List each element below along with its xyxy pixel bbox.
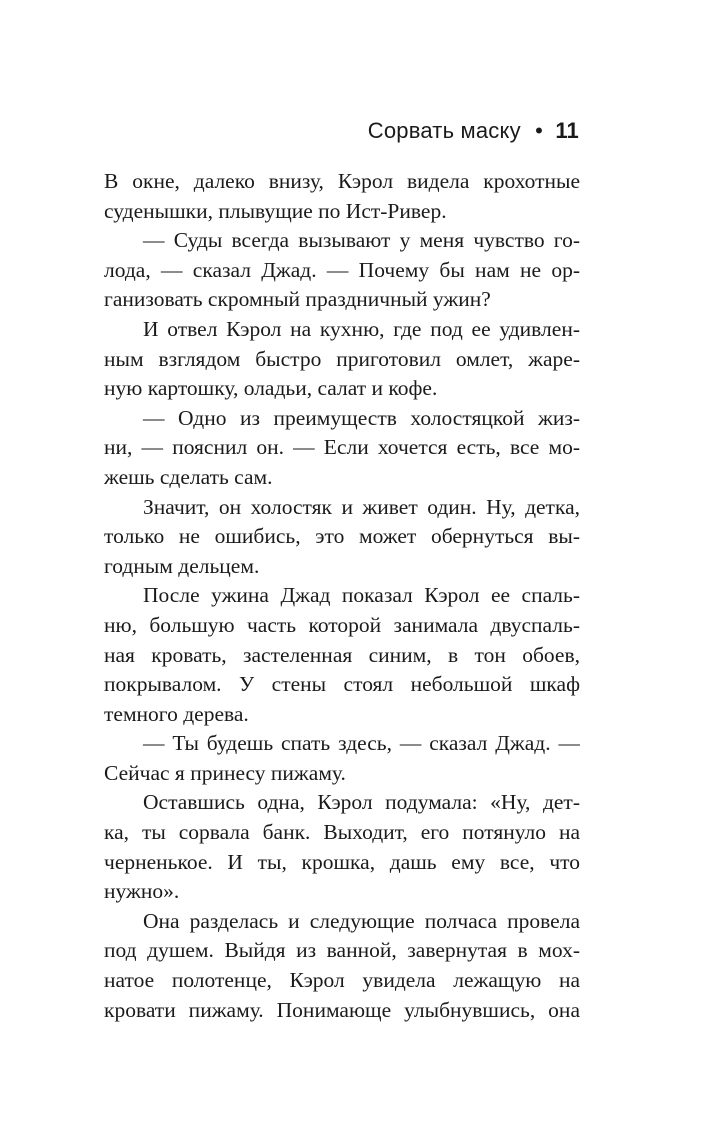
- text-line: В окне, далеко внизу, Кэрол видела крохотные: [104, 169, 580, 193]
- text-line: И отвел Кэрол на кухню, где под ее удивлен-: [143, 316, 580, 341]
- book-title: Сорвать маску: [367, 118, 521, 143]
- text-line: — Ты будешь спать здесь, — сказал Джад. —: [143, 731, 580, 756]
- text-line: ная кровать, застеленная синим, в тон обоев,: [104, 642, 580, 667]
- text-line: жешь сделать сам.: [104, 464, 273, 489]
- text-line: — Суды всегда вызывают у меня чувство го-: [143, 228, 580, 253]
- text-line: ню, большую часть которой занимала двуспаль-: [104, 612, 580, 637]
- header-bullet: •: [535, 118, 544, 143]
- text-line: ка, ты сорвала банк. Выходит, его потянуло на: [104, 820, 580, 845]
- text-line: годным дельцем.: [104, 553, 260, 578]
- text-line: Значит, он холостяк и живет один. Ну, детка,: [143, 494, 580, 519]
- text-line: ганизовать скромный праздничный ужин?: [104, 287, 491, 312]
- text-line: ным взглядом быстро приготовил омлет, жаре-: [104, 346, 580, 371]
- text-line: лода, — сказал Джад. — Почему бы нам не ор-: [104, 257, 580, 282]
- text-line: черненькое. И ты, крошка, дашь ему все, что: [104, 849, 580, 874]
- text-line: только не ошибись, это может обернуться вы-: [104, 524, 580, 549]
- body-text: [104, 167, 580, 1025]
- text-line: темного дерева.: [104, 701, 249, 726]
- text-line: под душем. Выйдя из ванной, завернутая в мох-: [104, 938, 580, 963]
- text-line: — Одно из преимуществ холостяцкой жиз-: [143, 405, 580, 430]
- page-number: 11: [555, 118, 579, 143]
- running-header: [368, 118, 579, 144]
- text-line: кровати пижаму. Понимающе улыбнувшись, она: [104, 997, 580, 1022]
- text-line: нужно».: [104, 879, 180, 904]
- text-line: Сейчас я принесу пижаму.: [104, 760, 346, 785]
- text-line: Она разделась и следующие полчаса провела: [143, 908, 580, 933]
- text-line: натое полотенце, Кэрол увидела лежащую на: [104, 968, 580, 993]
- text-line: ни, — пояснил он. — Если хочется есть, все мо-: [104, 435, 580, 460]
- text-line: После ужина Джад показал Кэрол ее спаль-: [143, 583, 580, 608]
- text-line: покрывалом. У стены стоял небольшой шкаф: [104, 672, 580, 697]
- text-line: суденышки, плывущие по Ист-Ривер.: [104, 198, 447, 223]
- text-line: ную картошку, оладьи, салат и кофе.: [104, 376, 438, 401]
- text-line: Оставшись одна, Кэрол подумала: «Ну, дет-: [143, 790, 580, 815]
